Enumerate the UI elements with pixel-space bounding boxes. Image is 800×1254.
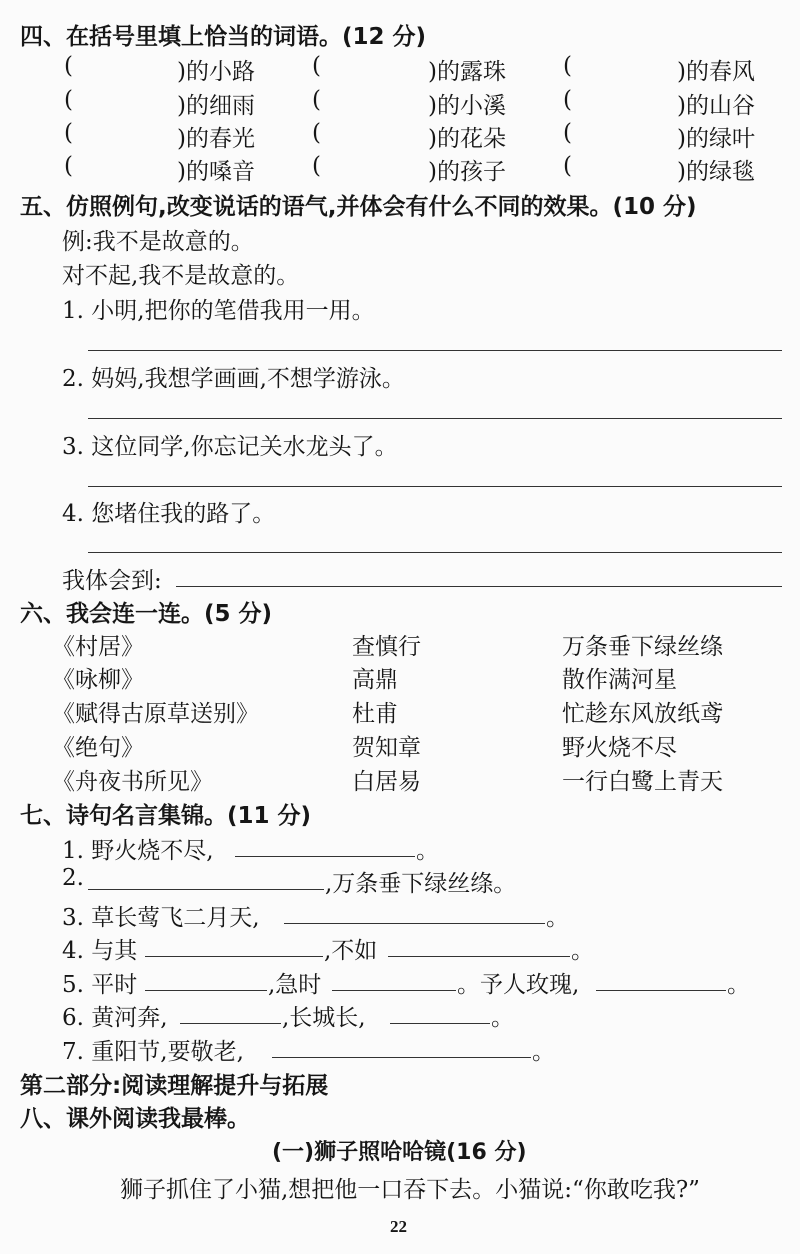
paren-open: (: [312, 153, 321, 179]
fill-blank[interactable]: [390, 1023, 490, 1024]
blank-phrase: )的春光: [177, 126, 255, 152]
poem-title[interactable]: 《咏柳》: [52, 667, 144, 693]
punctuation: 。: [532, 1039, 555, 1065]
paren-open: (: [563, 120, 572, 146]
fill-blank[interactable]: [284, 923, 545, 924]
blank-phrase: )的细雨: [177, 93, 255, 119]
punctuation: 。: [416, 838, 439, 864]
question-3: 3. 这位同学,你忘记关水龙头了。: [62, 434, 398, 460]
blank-phrase: )的花朵: [428, 126, 506, 152]
paren-open: (: [312, 120, 321, 146]
fill-blank[interactable]: [180, 1023, 281, 1024]
punctuation: 。: [491, 1005, 514, 1031]
blank-phrase: )的绿毯: [677, 159, 755, 185]
blank-phrase: )的小路: [177, 59, 255, 85]
punctuation: 。: [727, 972, 750, 998]
poet-name[interactable]: 杜甫: [352, 701, 398, 727]
paren-open: (: [312, 87, 321, 113]
blank-phrase: )的绿叶: [677, 126, 755, 152]
fill-item-6-text: ,长城长,: [282, 1005, 366, 1031]
poet-name[interactable]: 查慎行: [352, 634, 421, 660]
fill-blank[interactable]: [235, 856, 415, 857]
fill-item-2-text: 2.: [62, 865, 84, 891]
fill-item-1-text: 1. 野火烧不尽,: [62, 838, 214, 864]
blank-phrase: )的孩子: [428, 159, 506, 185]
answer-line-1[interactable]: [88, 350, 782, 351]
poem-line[interactable]: 一行白鹭上青天: [562, 769, 723, 795]
blank-phrase: )的嗓音: [177, 159, 255, 185]
question-4: 4. 您堵住我的路了。: [62, 501, 276, 527]
fill-item-3-text: 3. 草长莺飞二月天,: [62, 905, 260, 931]
example-sentence: 例:我不是故意的。: [62, 229, 254, 255]
example-answer: 对不起,我不是故意的。: [62, 263, 300, 289]
punctuation: 。: [546, 905, 569, 931]
poem-title[interactable]: 《村居》: [52, 634, 144, 660]
fill-blank[interactable]: [88, 889, 324, 890]
fill-item-7-text: 7. 重阳节,要敬老,: [62, 1039, 244, 1065]
poet-name[interactable]: 高鼎: [352, 667, 398, 693]
poem-title[interactable]: 《舟夜书所见》: [52, 769, 213, 795]
reading-title: (一)狮子照哈哈镜(16 分): [272, 1140, 527, 1165]
paren-open: (: [64, 87, 73, 113]
paren-open: (: [563, 53, 572, 79]
fill-blank[interactable]: [272, 1057, 531, 1058]
page-number: 22: [390, 1217, 407, 1236]
fill-item-5-text: 5. 平时: [62, 972, 138, 998]
question-1: 1. 小明,把你的笔借我用一用。: [62, 298, 375, 324]
reading-paragraph: 狮子抓住了小猫,想把他一口吞下去。小猫说:“你敢吃我?”: [120, 1177, 700, 1203]
blank-phrase: )的露珠: [428, 59, 506, 85]
punctuation: 。: [571, 938, 594, 964]
answer-line-2[interactable]: [88, 418, 782, 419]
question-2: 2. 妈妈,我想学画画,不想学游泳。: [62, 366, 405, 392]
blank-phrase: )的春风: [677, 59, 755, 85]
fill-blank[interactable]: [388, 956, 570, 957]
fill-item-5-text: ,急时: [268, 972, 322, 998]
paren-open: (: [64, 53, 73, 79]
part-2-title: 第二部分:阅读理解提升与拓展: [20, 1073, 329, 1099]
answer-line-4[interactable]: [88, 552, 782, 553]
poem-line[interactable]: 万条垂下绿丝绦: [562, 634, 723, 660]
fill-item-5-text: 。予人玫瑰,: [457, 972, 580, 998]
poem-line[interactable]: 野火烧不尽: [562, 735, 677, 761]
paren-open: (: [64, 153, 73, 179]
section-7-title: 七、诗句名言集锦。(11 分): [20, 803, 312, 829]
fill-item-4-text: ,不如: [324, 938, 378, 964]
answer-line-3[interactable]: [88, 486, 782, 487]
fill-item-2-text: ,万条垂下绿丝绦。: [325, 871, 517, 897]
blank-phrase: )的山谷: [677, 93, 755, 119]
paren-open: (: [312, 53, 321, 79]
fill-blank[interactable]: [596, 990, 726, 991]
paren-open: (: [64, 120, 73, 146]
blank-phrase: )的小溪: [428, 93, 506, 119]
paren-open: (: [563, 87, 572, 113]
section-4-title: 四、在括号里填上恰当的词语。(12 分): [20, 24, 427, 50]
section-5-title: 五、仿照例句,改变说话的语气,并体会有什么不同的效果。(10 分): [20, 194, 697, 220]
feeling-label: 我体会到:: [62, 568, 162, 594]
poem-line[interactable]: 忙趁东风放纸鸢: [562, 701, 723, 727]
section-8-title: 八、课外阅读我最棒。: [20, 1106, 250, 1132]
feeling-answer-line[interactable]: [176, 586, 782, 587]
section-6-title: 六、我会连一连。(5 分): [20, 601, 273, 627]
fill-item-6-text: 6. 黄河奔,: [62, 1005, 168, 1031]
paren-open: (: [563, 153, 572, 179]
poem-title[interactable]: 《赋得古原草送别》: [52, 701, 259, 727]
fill-item-4-text: 4. 与其: [62, 938, 138, 964]
poem-line[interactable]: 散作满河星: [562, 667, 677, 693]
fill-blank[interactable]: [145, 956, 323, 957]
fill-blank[interactable]: [145, 990, 267, 991]
fill-blank[interactable]: [332, 990, 456, 991]
poet-name[interactable]: 白居易: [352, 769, 421, 795]
poem-title[interactable]: 《绝句》: [52, 735, 144, 761]
poet-name[interactable]: 贺知章: [352, 735, 421, 761]
